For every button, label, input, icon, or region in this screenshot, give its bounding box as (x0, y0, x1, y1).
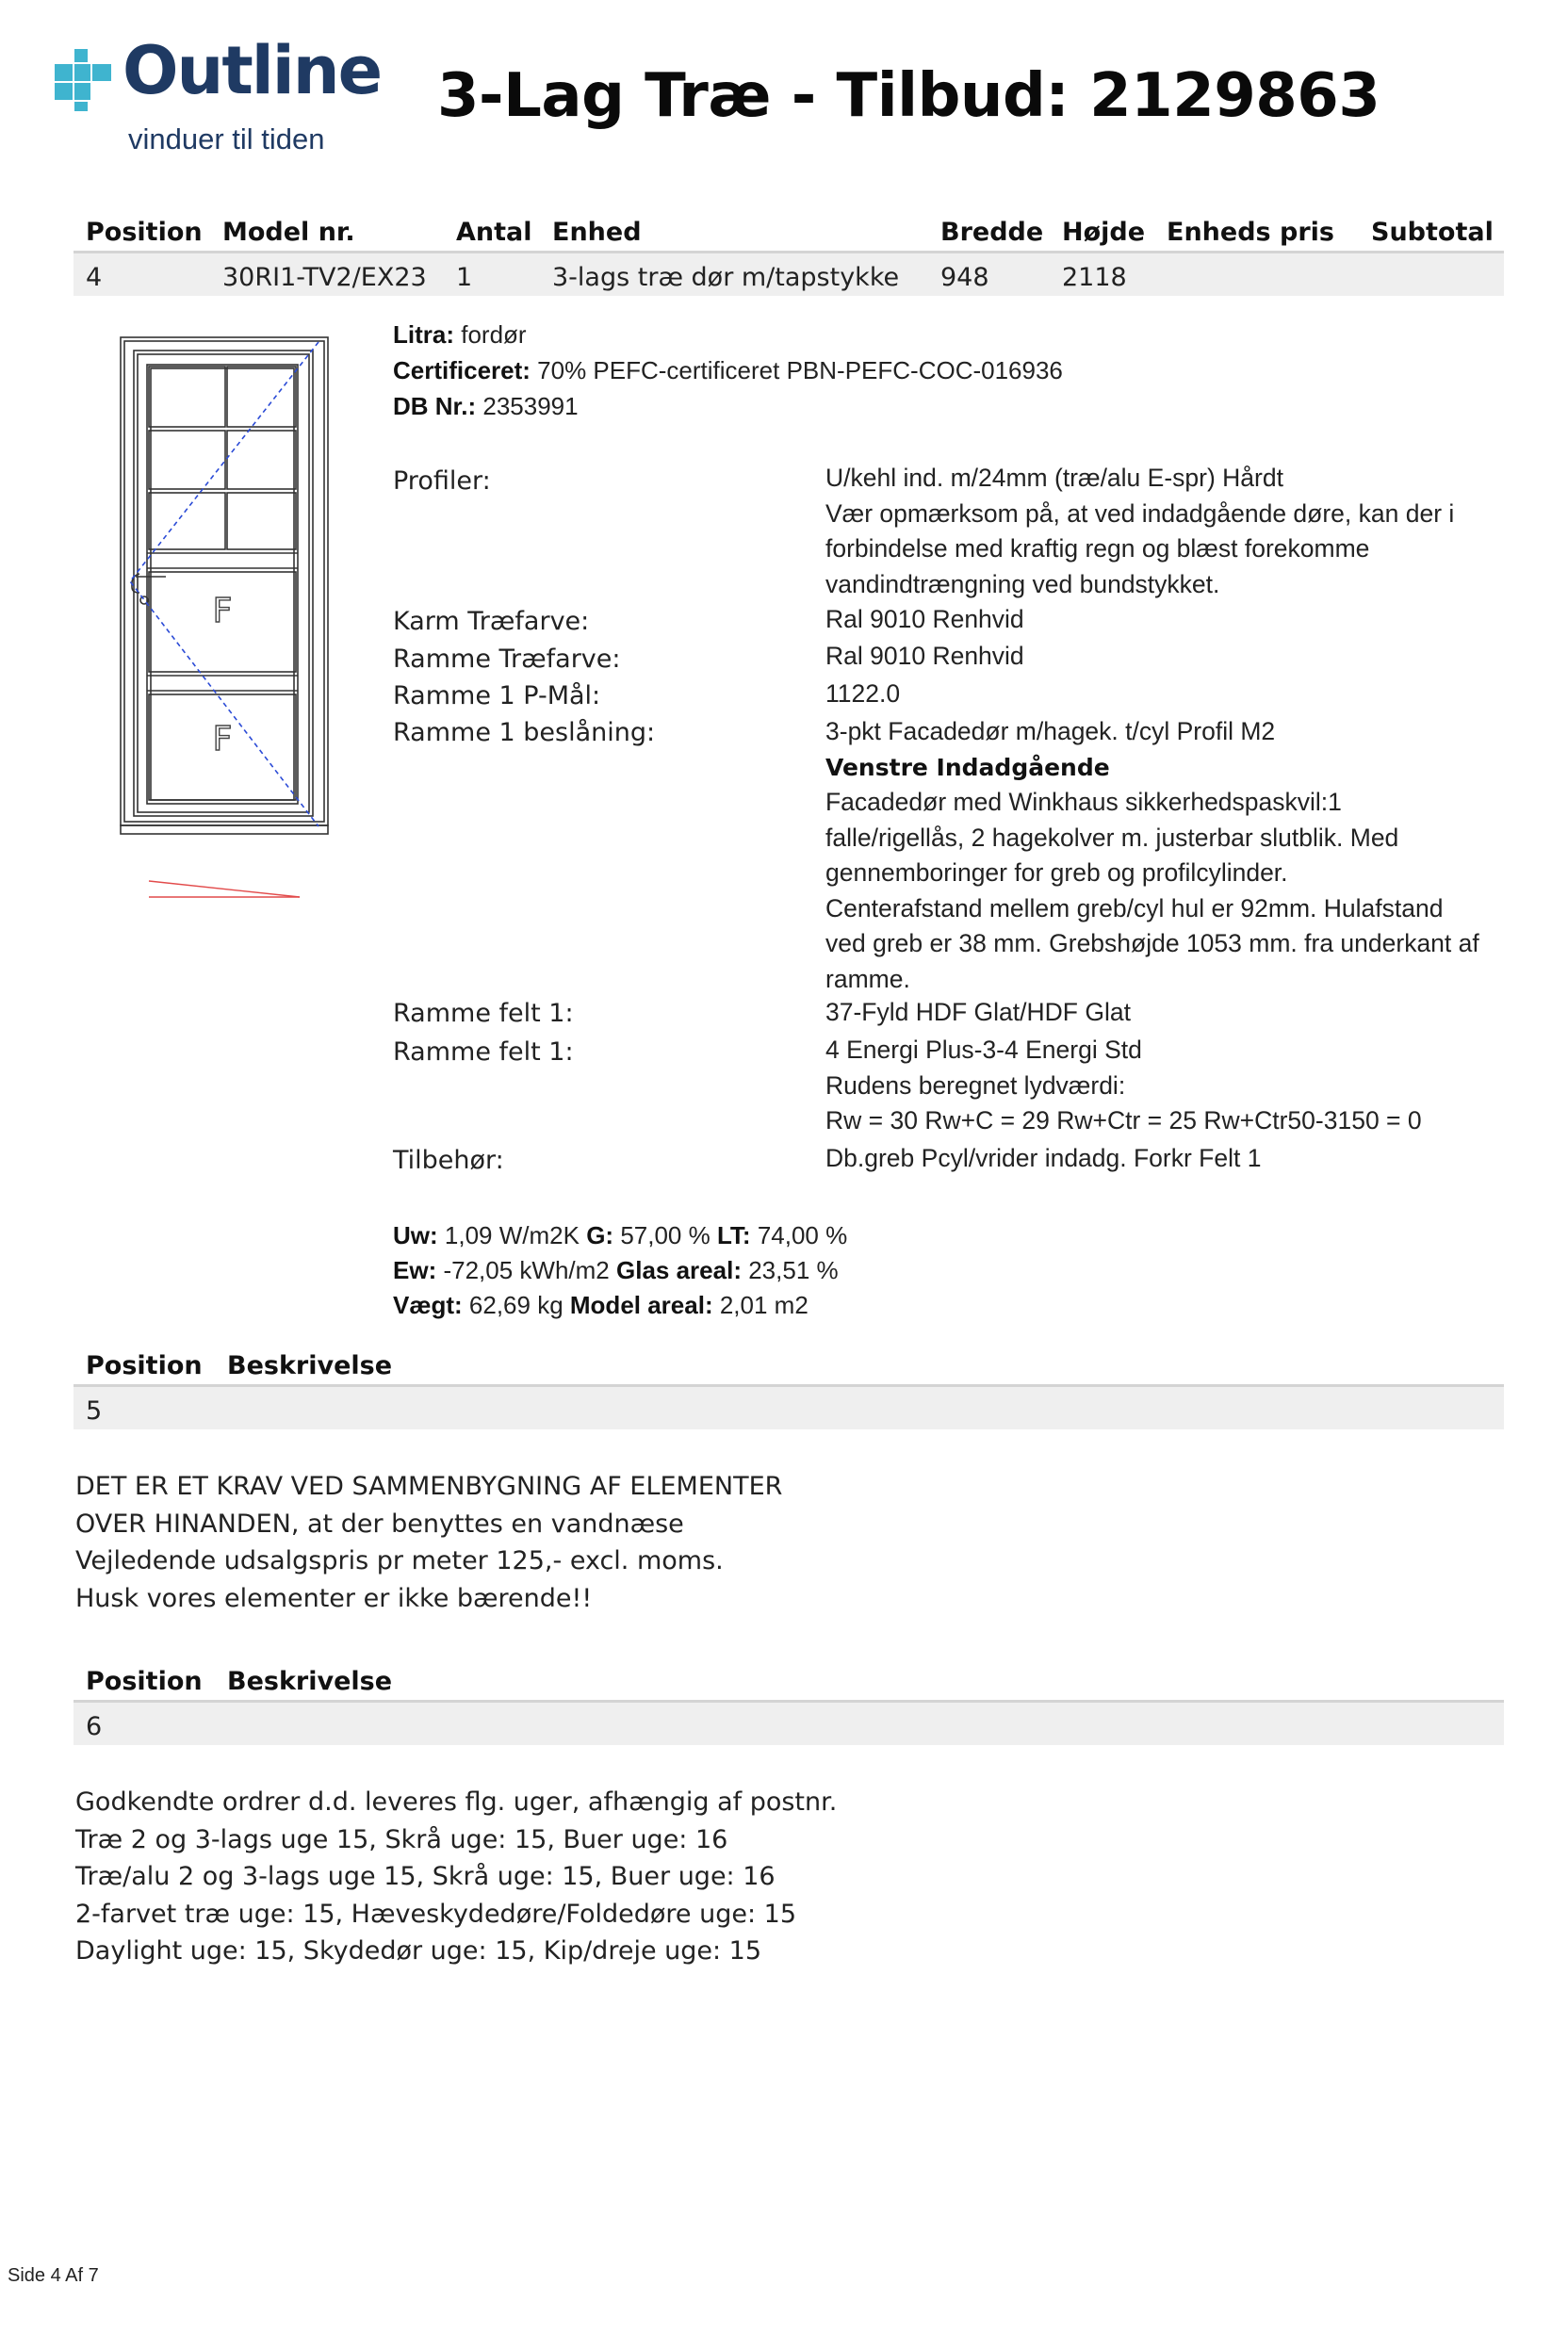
spec-value: U/kehl ind. m/24mm (træ/alu E-spr) Hårdt Vær opmærksom på, at ved indadgående døre, kan der i forbindelse med kraftig regn og blæst forekomme vandindtrængning ved bundstykket. (825, 464, 1455, 598)
performance-line-3: Vægt: 62,69 kg Model areal: 2,01 m2 (393, 1291, 808, 1319)
spec-label: Ramme felt 1: (393, 999, 574, 1028)
col-header-model: Model nr. (222, 218, 355, 247)
spec-label: Ramme 1 P-Mål: (393, 681, 601, 710)
spec-label: Karm Træfarve: (393, 607, 590, 636)
col-header-position: Position (86, 1351, 203, 1380)
spec-label: Ramme Træfarve: (393, 645, 621, 674)
cell-hojde: 2118 (1062, 263, 1127, 292)
db-number-line: DB Nr.: 2353991 (393, 392, 579, 420)
cell-enhed: 3-lags træ dør m/tapstykke (552, 263, 900, 292)
spec-label: Ramme felt 1: (393, 1037, 574, 1067)
panel-label: F (212, 592, 233, 630)
performance-line-2: Ew: -72,05 kWh/m2 Glas areal: 23,51 % (393, 1256, 839, 1284)
col-header-position: Position (86, 218, 203, 247)
col-header-position: Position (86, 1667, 203, 1696)
col-header-beskrivelse: Beskrivelse (227, 1667, 393, 1696)
spec-value: 4 Energi Plus-3-4 Energi Std Rudens beregnet lydværdi: Rw = 30 Rw+C = 29 Rw+Ctr = 25 Rw+Ctr50-3150 = 0 (825, 1036, 1422, 1134)
logo-tagline: vinduer til tiden (128, 122, 325, 155)
table-row (74, 1703, 1504, 1745)
cell-bredde: 948 (940, 263, 989, 292)
col-header-subtotal: Subtotal (1371, 218, 1494, 247)
position-5-description: DET ER ET KRAV VED SAMMENBYGNING AF ELEMENTER OVER HINANDEN, at der benyttes en vandnæse Vejledende udsalgspris pr meter 125,- excl. moms. Husk vores elementer er ikke bærende!! (75, 1472, 783, 1613)
col-header-enhed: Enhed (552, 218, 642, 247)
performance-line-1: Uw: 1,09 W/m2K G: 57,00 % LT: 74,00 % (393, 1221, 848, 1249)
spec-value: Ral 9010 Renhvid (825, 605, 1024, 633)
spec-label: Profiler: (393, 466, 491, 496)
logo-wordmark: Outline (122, 32, 382, 109)
page-title: 3-Lag Træ - Tilbud: 2129863 (437, 61, 1380, 131)
col-header-enheds-pris: Enheds pris (1167, 218, 1334, 247)
logo-mark-icon (55, 49, 111, 111)
col-header-beskrivelse: Beskrivelse (227, 1351, 393, 1380)
table-row (74, 1387, 1504, 1429)
spec-value: Ral 9010 Renhvid (825, 642, 1024, 670)
cell-position: 4 (86, 263, 103, 292)
col-header-antal: Antal (456, 218, 532, 247)
page-number: Side 4 Af 7 (8, 2265, 99, 2286)
spec-value: 1122.0 (825, 679, 901, 708)
cell-model: 30RI1-TV2/EX23 (222, 263, 427, 292)
certificate-line: Certificeret: 70% PEFC-certificeret PBN-PEFC-COC-016936 (393, 356, 1063, 384)
spec-label: Tilbehør: (393, 1146, 504, 1175)
litra-line: Litra: fordør (393, 320, 527, 349)
cell-position: 6 (86, 1712, 103, 1741)
door-drawing (113, 335, 339, 909)
spec-value: 3-pkt Facadedør m/hagek. t/cyl Profil M2 Venstre Indadgående Facadedør med Winkhaus sikkerhedspaskvil:1 falle/rigellås, 2 hagekolver m. justerbar slutblik. Med gennemboringer for greb og profilcylinder. Centerafstand mellem greb/cyl hul er 92mm. Hulafstand ved greb er 38 mm. Grebshøjde 1053 mm. fra underkant af ramme. (825, 717, 1479, 993)
panel-label: F (212, 720, 233, 759)
cell-antal: 1 (456, 263, 473, 292)
cell-position: 5 (86, 1396, 103, 1426)
col-header-bredde: Bredde (940, 218, 1044, 247)
spec-value: 37-Fyld HDF Glat/HDF Glat (825, 998, 1131, 1026)
position-6-description: Godkendte ordrer d.d. leveres flg. uger, afhængig af postnr. Træ 2 og 3-lags uge 15, Skrå uge: 15, Buer uge: 16 Træ/alu 2 og 3-lags uge 15, Skrå uge: 15, Buer uge: 16 2-farvet træ uge: 15, Hæveskydedøre/Foldedøre uge: 15 Daylight uge: 15, Skydedør uge: 15, Kip/dreje uge: 15 (75, 1787, 838, 1966)
spec-value: Db.greb Pcyl/vrider indadg. Forkr Felt 1 (825, 1144, 1262, 1172)
spec-label: Ramme 1 beslåning: (393, 718, 656, 747)
col-header-hojde: Højde (1062, 218, 1146, 247)
